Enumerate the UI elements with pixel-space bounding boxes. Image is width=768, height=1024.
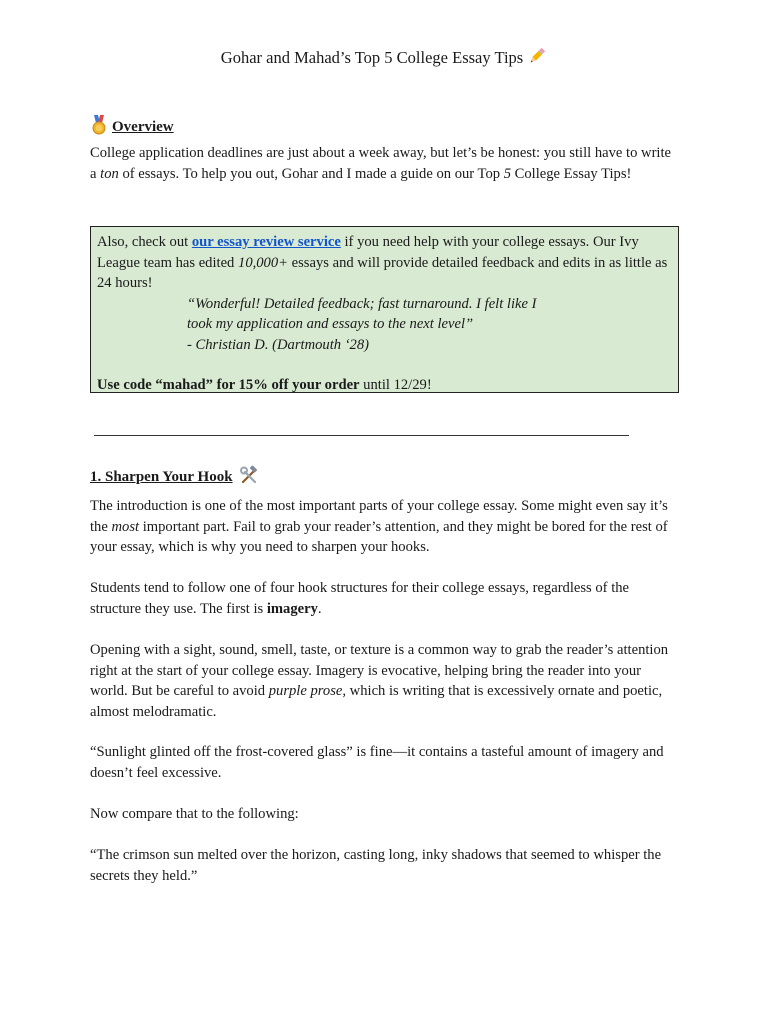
overview-emphasis-number: 5 (503, 165, 511, 182)
overview-text: College application deadlines are just about a week away, but let’s be honest: you still have to write a (90, 145, 672, 182)
section1-paragraph-4: “Sunlight glinted off the frost-covered glass” is fine—it contains a tasteful amount of imagery and doesn’t feel excessive. (90, 744, 664, 781)
promo-text-mid: if you need help with your college essays. Our Ivy League team has edited (97, 234, 639, 271)
testimonial-quote-line: took my application and essays to the next level” (187, 316, 474, 332)
section1-paragraph-3 (90, 640, 680, 722)
overview-text-mid: of essays. To help you out, Gohar and I made a guide on our Top (118, 165, 504, 182)
paragraph-text: Students tend to follow one of four hook structures for their college essays, regardless of the structure they use. The first is (90, 580, 630, 617)
section1-paragraph-1 (90, 496, 680, 558)
testimonial-quote-line: “Wonderful! Detailed feedback; fast turnaround. I felt like I (187, 295, 537, 312)
discount-code-bold: Use code “mahad” for 15% off your order (97, 377, 360, 393)
section1-paragraph-5: Now compare that to the following: (90, 806, 299, 822)
promo-text-end: essays and will provide detailed feedback and edits in as little as 24 hours! (97, 254, 668, 291)
paragraph-bold: imagery (266, 600, 318, 617)
section1-heading (90, 465, 680, 492)
overview-emphasis: ton (100, 165, 119, 182)
overview-paragraph (90, 143, 680, 184)
promo-text: Also, check out (97, 234, 192, 250)
paragraph-text-end: important part. Fail to grab your reader’s attention, and they might be bored for the rest of your essay, which is why you need to sharpen your hooks. (90, 518, 668, 555)
medal-icon (90, 115, 108, 142)
discount-code-rest: until 12/29! (359, 377, 432, 393)
promo-paragraph (97, 232, 671, 294)
essay-review-link[interactable]: our essay review service (191, 234, 341, 250)
paragraph-text: Opening with a sight, sound, smell, taste, or texture is a common way to grab the reader’s attention right at the start of your college essay. Imagery is evocative, helping bring the reader into your world. But be careful to avoid (90, 642, 669, 699)
promo-box (90, 226, 679, 393)
overview-text-end: College Essay Tips! (510, 165, 632, 182)
promo-emphasis: 10,000+ (238, 254, 288, 271)
hammer-wrench-icon (239, 465, 259, 492)
document-title (0, 46, 768, 72)
paragraph-emphasis: purple prose, (268, 683, 347, 699)
paragraph-text-end: . (317, 600, 322, 617)
paragraph-emphasis: most (111, 518, 140, 535)
paragraph-text-end: which is writing that is excessively ornate and poetic, almost melodramatic. (90, 683, 663, 720)
paragraph-text: The introduction is one of the most important parts of your college essay. Some might even say it’s the (90, 498, 668, 535)
overview-heading-text: Overview (112, 119, 174, 135)
section1-paragraph-6: “The crimson sun melted over the horizon, casting long, inky shadows that seemed to whisper the secrets they held.” (90, 847, 662, 884)
horizontal-divider (94, 435, 629, 436)
title-text: Gohar and Mahad’s Top 5 College Essay Tips (220, 48, 524, 67)
testimonial-author: - Christian D. (Dartmouth ‘28) (187, 336, 370, 353)
overview-heading (90, 115, 680, 142)
discount-code-line (97, 375, 671, 396)
section1-heading-text: 1. Sharpen Your Hook (90, 469, 233, 485)
section1-paragraph-2 (90, 578, 680, 619)
pencil-icon (527, 46, 547, 72)
